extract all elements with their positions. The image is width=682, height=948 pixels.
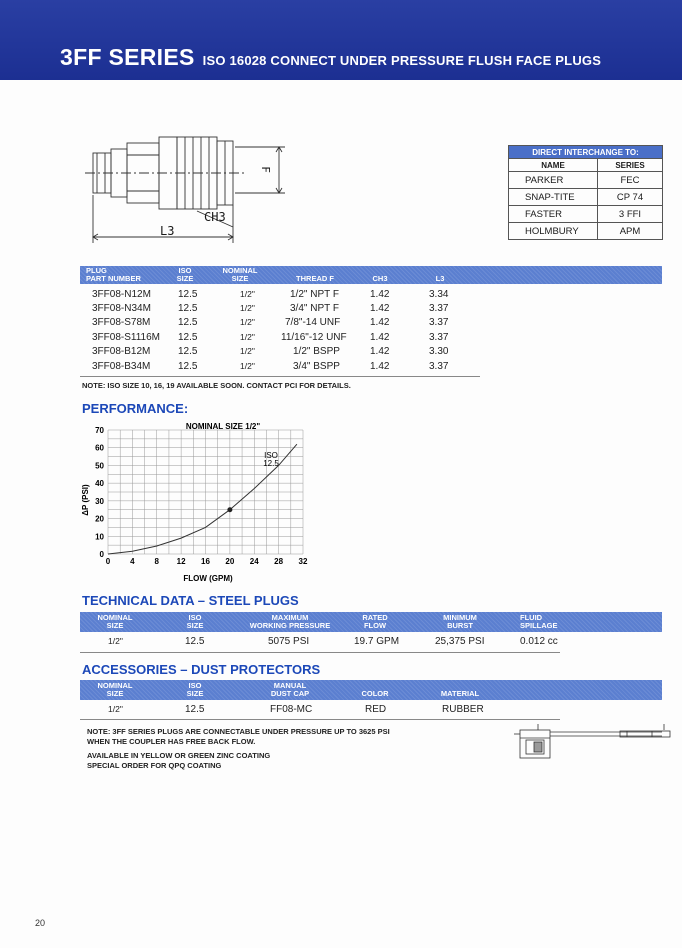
note-line-1: NOTE: 3FF SERIES PLUGS ARE CONNECTABLE UNDER PRESSURE UP TO 3625 PSI xyxy=(87,727,390,736)
thread: 3/4" BSPP xyxy=(293,361,340,372)
iso-size: 12.5 xyxy=(178,346,198,357)
ch3: 1.42 xyxy=(370,361,390,372)
ch3: 1.42 xyxy=(370,317,390,328)
thread: 1/2" BSPP xyxy=(293,346,340,357)
header-line: BURST xyxy=(447,621,473,630)
nominal-size: 1/2" xyxy=(240,289,255,299)
tech-data-title: TECHNICAL DATA – STEEL PLUGS xyxy=(82,593,299,608)
iso-size: 12.5 xyxy=(178,361,198,372)
interchange-name: PARKER xyxy=(509,172,598,189)
y-tick-label: 60 xyxy=(95,443,104,453)
y-tick-label: 20 xyxy=(95,514,104,524)
iso-size: 12.5 xyxy=(178,289,198,300)
plug-drawing xyxy=(85,135,300,245)
part-number: 3FF08-S1116M xyxy=(92,332,160,343)
series-title: 3FF SERIES xyxy=(60,44,195,70)
l3: 3.34 xyxy=(429,289,449,300)
y-tick-label: 30 xyxy=(95,496,104,506)
header-line: MAXIMUM xyxy=(271,613,309,622)
acc-header-iso xyxy=(175,682,215,698)
note-line-4: SPECIAL ORDER FOR QPQ COATING xyxy=(87,761,222,770)
header-line: SIZE xyxy=(186,621,204,630)
plug-header-ch3: CH3 xyxy=(372,274,388,283)
header-line: WORKING PRESSURE xyxy=(249,621,331,630)
interchange-series: 3 FFI xyxy=(598,206,663,223)
header-line: SPILLAGE xyxy=(520,621,558,630)
plug-header-iso xyxy=(170,267,200,283)
x-tick-label: 32 xyxy=(298,557,308,566)
tech-table-row xyxy=(80,636,662,650)
l3: 3.30 xyxy=(429,346,449,357)
ch3: 1.42 xyxy=(370,346,390,357)
header-line: FLUID xyxy=(520,613,543,622)
y-tick-label: 40 xyxy=(95,479,104,489)
performance-chart xyxy=(78,418,328,586)
interchange-row xyxy=(509,223,663,240)
iso-annotation: 12.5 xyxy=(263,459,279,468)
y-tick-label: 50 xyxy=(95,461,104,471)
nominal-size: 1/2" xyxy=(240,346,255,356)
plug-header-nominal xyxy=(220,267,260,283)
part-number: 3FF08-B12M xyxy=(92,346,151,357)
plug-table-note: NOTE: ISO SIZE 10, 16, 19 AVAILABLE SOON. CONTACT PCI FOR DETAILS. xyxy=(82,381,351,390)
accessories-table-row xyxy=(80,704,662,718)
header-line: ISO xyxy=(178,266,192,275)
part-number: 3FF08-S78M xyxy=(92,317,151,328)
divider xyxy=(80,652,560,653)
thread: 1/2" NPT F xyxy=(290,289,339,300)
acc-header-color: COLOR xyxy=(361,689,389,698)
performance-title: PERFORMANCE: xyxy=(82,401,189,416)
l3: 3.37 xyxy=(429,303,449,314)
page-number: 20 xyxy=(35,918,46,928)
x-tick-label: 16 xyxy=(201,557,210,566)
nominal-size: 1/2" xyxy=(240,317,255,327)
interchange-title: DIRECT INTERCHANGE TO: xyxy=(509,146,663,159)
tech-header-spillage xyxy=(520,614,570,630)
y-tick-label: 70 xyxy=(95,426,104,435)
interchange-series: APM xyxy=(598,223,663,240)
x-tick-label: 12 xyxy=(176,557,186,566)
x-tick-label: 28 xyxy=(274,557,284,566)
header-line: NOMINAL xyxy=(97,613,133,622)
part-number: 3FF08-N34M xyxy=(92,303,151,314)
curve-marker xyxy=(227,507,232,512)
header-line: NOMINAL xyxy=(97,681,133,690)
thread: 3/4" NPT F xyxy=(290,303,339,314)
chart-title: NOMINAL SIZE 1/2" xyxy=(185,422,261,431)
interchange-series: FEC xyxy=(598,172,663,189)
ch3-label: CH3 xyxy=(204,210,226,224)
plug-table-header xyxy=(80,266,662,284)
interchange-name: SNAP-TITE xyxy=(509,189,598,206)
interchange-row xyxy=(509,189,663,206)
l3: 3.37 xyxy=(429,317,449,328)
accessories-table-header xyxy=(80,680,662,700)
iso-annotation: ISO xyxy=(264,451,278,460)
header-line: SIZE xyxy=(106,689,124,698)
x-tick-label: 8 xyxy=(154,557,159,566)
accessories-title: ACCESSORIES – DUST PROTECTORS xyxy=(82,662,321,677)
tech-nominal: 1/2" xyxy=(108,636,123,646)
y-axis-label: ΔP (PSI) xyxy=(81,484,90,516)
tech-spillage: 0.012 cc xyxy=(520,636,558,647)
y-tick-label: 0 xyxy=(99,550,104,559)
acc-iso: 12.5 xyxy=(185,704,205,715)
acc-header-material: MATERIAL xyxy=(440,689,480,698)
nominal-size: 1/2" xyxy=(240,332,255,342)
interchange-name: HOLMBURY xyxy=(509,223,598,240)
plug-header-thread: THREAD F xyxy=(296,274,334,283)
interchange-table xyxy=(508,145,663,243)
interchange-row xyxy=(509,206,663,223)
tech-header-burst xyxy=(430,614,490,630)
header-line: PART NUMBER xyxy=(86,274,141,283)
acc-color: RED xyxy=(365,704,387,715)
plug-header-l3: L3 xyxy=(435,274,445,283)
y-tick-label: 10 xyxy=(95,532,104,542)
plug-header-part xyxy=(80,267,166,283)
note-line-3: AVAILABLE IN YELLOW OR GREEN ZINC COATING xyxy=(87,751,271,760)
header-line: RATED xyxy=(362,613,388,622)
x-tick-label: 24 xyxy=(249,557,259,566)
divider xyxy=(80,719,560,720)
header-line: ISO xyxy=(188,681,202,690)
header-line: SIZE xyxy=(176,274,194,283)
ch3: 1.42 xyxy=(370,303,390,314)
x-tick-label: 0 xyxy=(105,557,111,566)
header-line: ISO xyxy=(188,613,202,622)
page-title xyxy=(60,44,601,71)
f-label: F xyxy=(258,166,272,173)
l3-label: L3 xyxy=(160,224,175,238)
header-line: FLOW xyxy=(363,621,387,630)
iso-size: 12.5 xyxy=(178,303,198,314)
tech-flow: 19.7 GPM xyxy=(354,636,400,647)
divider xyxy=(80,376,480,377)
x-tick-label: 4 xyxy=(130,557,135,566)
header-line: PLUG xyxy=(86,266,107,275)
chart-grid xyxy=(108,430,303,554)
header-line: NOMINAL xyxy=(222,266,258,275)
acc-cap: FF08-MC xyxy=(270,704,313,715)
iso-size: 12.5 xyxy=(178,332,198,343)
acc-nominal: 1/2" xyxy=(108,704,123,714)
interchange-col-series: SERIES xyxy=(598,159,663,172)
plug-table-body xyxy=(80,289,480,377)
ch3: 1.42 xyxy=(370,289,390,300)
header-line: MANUAL xyxy=(273,681,307,690)
header-line: MINIMUM xyxy=(443,613,477,622)
iso-size: 12.5 xyxy=(178,317,198,328)
header-line: SIZE xyxy=(231,274,249,283)
interchange-name: FASTER xyxy=(509,206,598,223)
interchange-row xyxy=(509,172,663,189)
acc-header-nominal xyxy=(90,682,140,698)
nominal-size: 1/2" xyxy=(240,361,255,371)
thread: 7/8"-14 UNF xyxy=(285,317,341,328)
interchange-col-name: NAME xyxy=(509,159,598,172)
part-number: 3FF08-N12M xyxy=(92,289,151,300)
note-line-2: WHEN THE COUPLER HAS FREE BACK FLOW. xyxy=(87,737,256,746)
tech-table-header xyxy=(80,612,662,632)
part-number: 3FF08-B34M xyxy=(92,361,151,372)
series-subtitle: ISO 16028 CONNECT UNDER PRESSURE FLUSH FACE PLUGS xyxy=(202,53,602,68)
tech-iso: 12.5 xyxy=(185,636,205,647)
tech-header-nominal xyxy=(90,614,140,630)
dust-cap-drawing xyxy=(512,722,677,762)
l3: 3.37 xyxy=(429,332,449,343)
tech-pressure: 5075 PSI xyxy=(268,636,310,647)
ch3: 1.42 xyxy=(370,332,390,343)
interchange-series: CP 74 xyxy=(598,189,663,206)
nominal-size: 1/2" xyxy=(240,303,255,313)
tech-header-pressure xyxy=(240,614,340,630)
header-line: SIZE xyxy=(106,621,124,630)
l3: 3.37 xyxy=(429,361,449,372)
acc-header-cap xyxy=(250,682,330,698)
header-line: DUST CAP xyxy=(270,689,310,698)
acc-material: RUBBER xyxy=(442,704,484,715)
tech-header-flow xyxy=(350,614,400,630)
x-tick-label: 20 xyxy=(225,557,235,566)
x-axis-label: FLOW (GPM) xyxy=(183,574,233,583)
header-line: SIZE xyxy=(186,689,204,698)
tech-header-iso xyxy=(175,614,215,630)
thread: 11/16"-12 UNF xyxy=(281,332,347,343)
tech-burst: 25,375 PSI xyxy=(435,636,485,647)
